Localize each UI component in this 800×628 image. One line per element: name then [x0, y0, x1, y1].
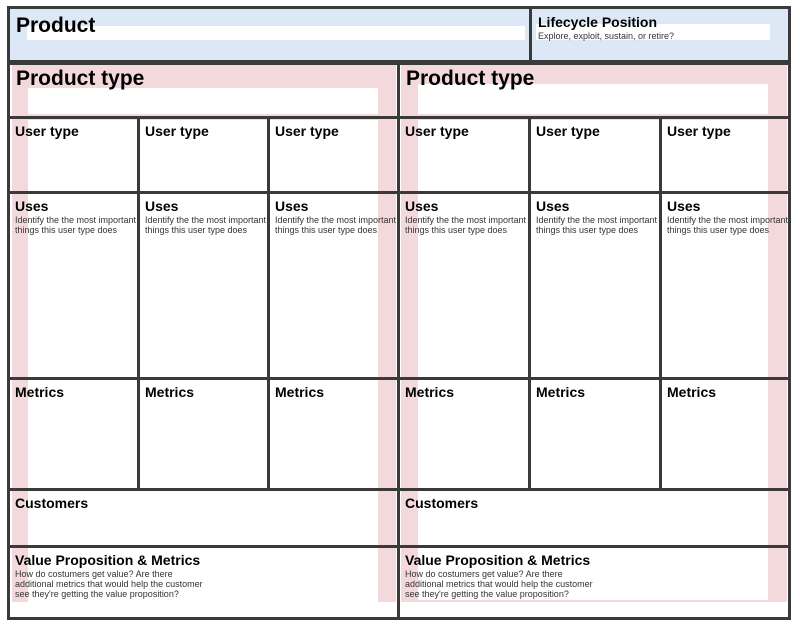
col1-uses-2[interactable]	[137, 191, 270, 380]
uses-desc: Identify the the most important things this user type does	[667, 215, 789, 235]
col1-product-type-title: Product type	[16, 67, 145, 90]
col1-metrics-2[interactable]	[137, 377, 270, 491]
value-proposition-desc: How do costumers get value? Are there additional metrics that would help the customer see they're getting the value proposition?	[15, 569, 203, 599]
col2-uses-1[interactable]	[397, 191, 531, 380]
value-proposition-label: Value Proposition & Metrics	[405, 552, 591, 568]
col1-value-proposition[interactable]	[7, 545, 400, 620]
metrics-label: Metrics	[145, 384, 195, 400]
col1-uses-3[interactable]	[267, 191, 400, 380]
col1-metrics-3[interactable]	[267, 377, 400, 491]
user-type-label: User type	[536, 123, 600, 139]
col1-user-type-2[interactable]	[137, 116, 270, 194]
col2-customers[interactable]	[397, 488, 791, 548]
product-header	[7, 6, 532, 63]
col1-uses-1[interactable]	[7, 191, 140, 380]
metrics-label: Metrics	[536, 384, 586, 400]
customers-label: Customers	[405, 495, 479, 511]
col1-customers[interactable]	[7, 488, 400, 548]
col2-product-type-title: Product type	[406, 67, 535, 90]
uses-label: Uses	[405, 198, 439, 214]
uses-desc: Identify the the most important things this user type does	[536, 215, 658, 235]
uses-desc: Identify the the most important things this user type does	[145, 215, 267, 235]
col2-uses-3[interactable]	[659, 191, 791, 380]
uses-label: Uses	[667, 198, 701, 214]
col1-metrics-1[interactable]	[7, 377, 140, 491]
col2-metrics-2[interactable]	[528, 377, 662, 491]
value-proposition-label: Value Proposition & Metrics	[15, 552, 201, 568]
metrics-label: Metrics	[15, 384, 65, 400]
user-type-label: User type	[667, 123, 731, 139]
value-proposition-desc: How do costumers get value? Are there additional metrics that would help the customer see they're getting the value proposition?	[405, 569, 593, 599]
uses-label: Uses	[536, 198, 570, 214]
col1-user-type-3[interactable]	[267, 116, 400, 194]
col2-metrics-1[interactable]	[397, 377, 531, 491]
col2-user-type-1[interactable]	[397, 116, 531, 194]
user-type-label: User type	[275, 123, 339, 139]
user-type-label: User type	[405, 123, 469, 139]
uses-desc: Identify the the most important things this user type does	[405, 215, 527, 235]
customers-label: Customers	[15, 495, 89, 511]
lifecycle-desc: Explore, exploit, sustain, or retire?	[538, 31, 675, 41]
uses-label: Uses	[275, 198, 309, 214]
col2-metrics-3[interactable]	[659, 377, 791, 491]
uses-desc: Identify the the most important things this user type does	[15, 215, 137, 235]
product-title: Product	[16, 14, 96, 37]
col2-uses-2[interactable]	[528, 191, 662, 380]
col2-user-type-2[interactable]	[528, 116, 662, 194]
col2-user-type-3[interactable]	[659, 116, 791, 194]
col1-user-type-1[interactable]	[7, 116, 140, 194]
uses-desc: Identify the the most important things this user type does	[275, 215, 397, 235]
uses-label: Uses	[145, 198, 179, 214]
lifecycle-header	[529, 6, 791, 63]
metrics-label: Metrics	[405, 384, 455, 400]
user-type-label: User type	[145, 123, 209, 139]
uses-label: Uses	[15, 198, 49, 214]
metrics-label: Metrics	[667, 384, 717, 400]
metrics-label: Metrics	[275, 384, 325, 400]
lifecycle-title: Lifecycle Position	[538, 14, 658, 30]
user-type-label: User type	[15, 123, 79, 139]
col2-value-proposition[interactable]	[397, 545, 791, 620]
